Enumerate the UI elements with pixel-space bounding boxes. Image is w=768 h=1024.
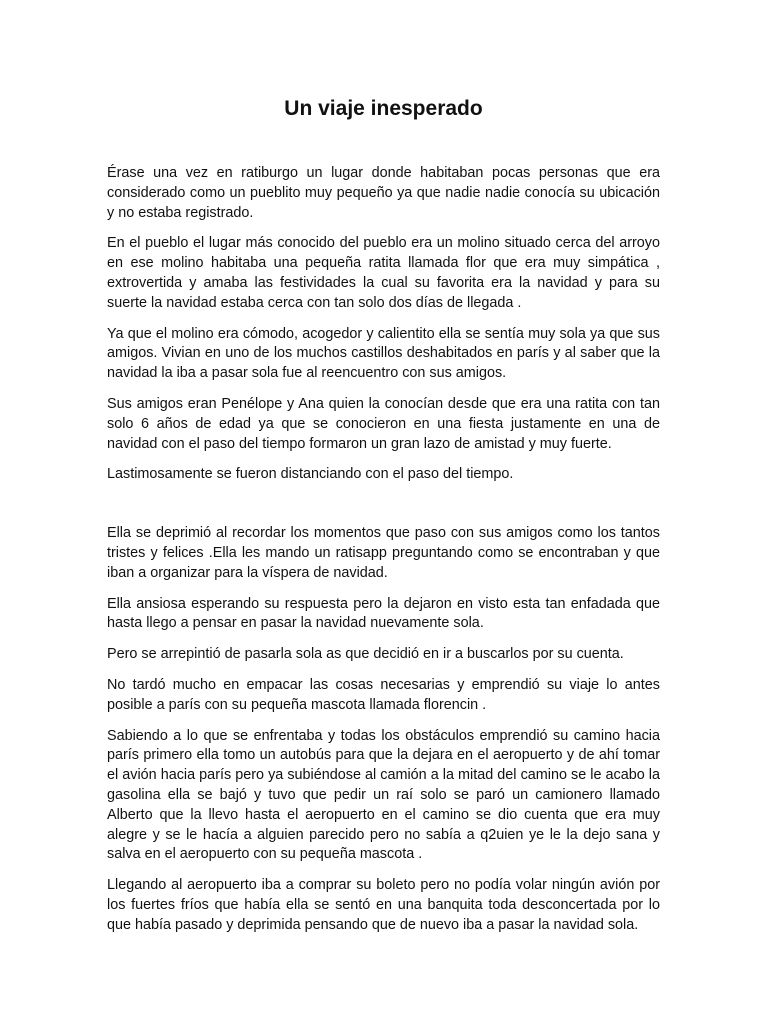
paragraph-5: Lastimosamente se fueron distanciando con el paso del tiempo. [107, 466, 514, 483]
paragraph-3: Ya que el molino era cómodo, acogedor y calientito ella se sentía muy sola ya que sus amigos. Vivian en uno de los muchos castillos deshabitados en parís y al saber que la navidad la iba a pasar sola fue al reencuentro con sus amigos. [107, 325, 660, 382]
paragraph-1: Érase una vez en ratiburgo un lugar donde habitaban pocas personas que era considerado como un pueblito muy pequeño ya que nadie nadie conocía su ubicación y no estaba registrado. [107, 165, 660, 221]
document-body [107, 164, 660, 936]
paragraph-8: Pero se arrepintió de pasarla sola as que decidió en ir a buscarlos por su cuenta. [107, 646, 624, 663]
paragraph-6: Ella se deprimió al recordar los momentos que paso con sus amigos como los tantos tristes y felices .Ella les mando un ratisapp preguntando como se encontraban y que iban a organizar para la víspera de navidad. [107, 525, 660, 581]
paragraph-9: No tardó mucho en empacar las cosas necesarias y emprendió su viaje lo antes posible a parís con su pequeña mascota llamada florencin . [107, 676, 660, 713]
paragraph-2: En el pueblo el lugar más conocido del pueblo era un molino situado cerca del arroyo en ese molino habitaba una pequeña ratita llamada flor que era muy simpática , extrovertida y amaba las festividades la cual su favorita era la navidad y para su suerte la navidad estaba cerca con tan solo dos días de llegada . [107, 235, 660, 311]
paragraph-10: Sabiendo a lo que se enfrentaba y todas los obstáculos emprendió su camino hacia parís primero ella tomo un autobús para que la dejara en el aeropuerto y de ahí tomar el avión hacia parís pero ya subiéndose al camión a la mitad del camino se le acabo la gasolina ella se bajó y tuvo que pedir un raí solo se paró un camionero llamado Alberto que la llevo hasta el aeropuerto en el camino se dio cuenta que era muy alegre y se le hacía a alguien parecido pero no sabía a q2uien ye le la dejo sana y salva en el aeropuerto con su pequeña mascota . [107, 727, 660, 863]
paragraph-7: Ella ansiosa esperando su respuesta pero la dejaron en visto esta tan enfadada que hasta llego a pensar en pasar la navidad nuevamente sola. [107, 595, 660, 632]
paragraph-11: Llegando al aeropuerto iba a comprar su boleto pero no podía volar ningún avión por los fuertes fríos que había ella se sentó en una banquita toda desconcertada por lo que había pasado y deprimida pensando que de nuevo iba a pasar la navidad sola. [107, 877, 660, 933]
paragraph-4: Sus amigos eran Penélope y Ana quien la conocían desde que era una ratita con tan solo 6 años de edad ya que se conocieron en una fiesta justamente en una de navidad con el paso del tiempo formaron un gran lazo de amistad y muy fuerte. [107, 395, 660, 452]
document-title: Un viaje inesperado [284, 97, 483, 120]
